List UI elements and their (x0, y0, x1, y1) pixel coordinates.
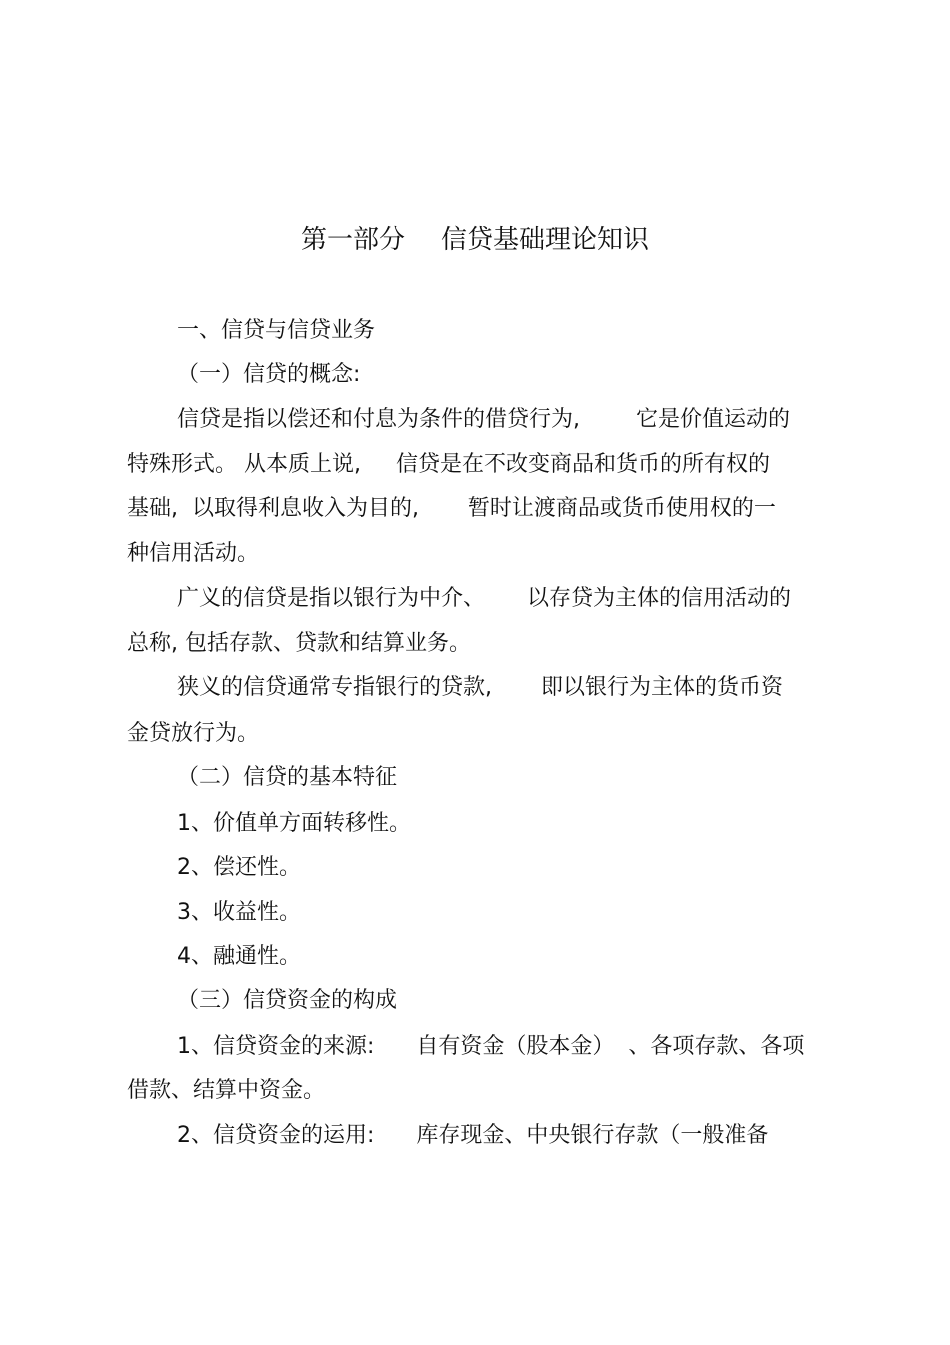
paragraph-line: 种信用活动。 (127, 541, 260, 566)
section-heading: 一、信贷与信贷业务 (177, 318, 376, 343)
paragraph-line: 金贷放行为。 (127, 721, 260, 746)
subsection-heading: （二）信贷的基本特征 (177, 765, 398, 790)
list-item: 1、价值单方面转移性。 (177, 811, 411, 836)
paragraph-line: 狭义的信贷通常专指银行的贷款, 即以银行为主体的货币资 (177, 675, 783, 700)
paragraph-line: 2、信贷资金的运用: 库存现金、中央银行存款（一般准备 (177, 1123, 769, 1148)
paragraph-line: 借款、结算中资金。 (127, 1078, 326, 1103)
title-text: 信贷基础理论知识 (441, 225, 650, 255)
paragraph-line: 信贷是指以偿还和付息为条件的借贷行为, 它是价值运动的 (177, 407, 790, 432)
list-item: 2、偿还性。 (177, 855, 301, 880)
list-item: 3、收益性。 (177, 900, 301, 925)
page-title (0, 222, 950, 258)
paragraph-line: 特殊形式。 从本质上说, 信贷是在不改变商品和货币的所有权的 (127, 452, 770, 477)
subsection-heading: （三）信贷资金的构成 (177, 988, 398, 1013)
paragraph-line: 1、信贷资金的来源: 自有资金（股本金） 、各项存款、各项 (177, 1034, 805, 1059)
list-item: 4、融通性。 (177, 944, 301, 969)
paragraph-line: 总称, 包括存款、贷款和结算业务。 (127, 631, 471, 656)
paragraph-line: 广义的信贷是指以银行为中介、 以存贷为主体的信用活动的 (177, 586, 791, 611)
paragraph-line: 基础, 以取得利息收入为目的, 暂时让渡商品或货币使用权的一 (127, 496, 776, 521)
title-part: 第一部分 (300, 225, 405, 255)
subsection-heading: （一）信贷的概念: (177, 362, 361, 387)
